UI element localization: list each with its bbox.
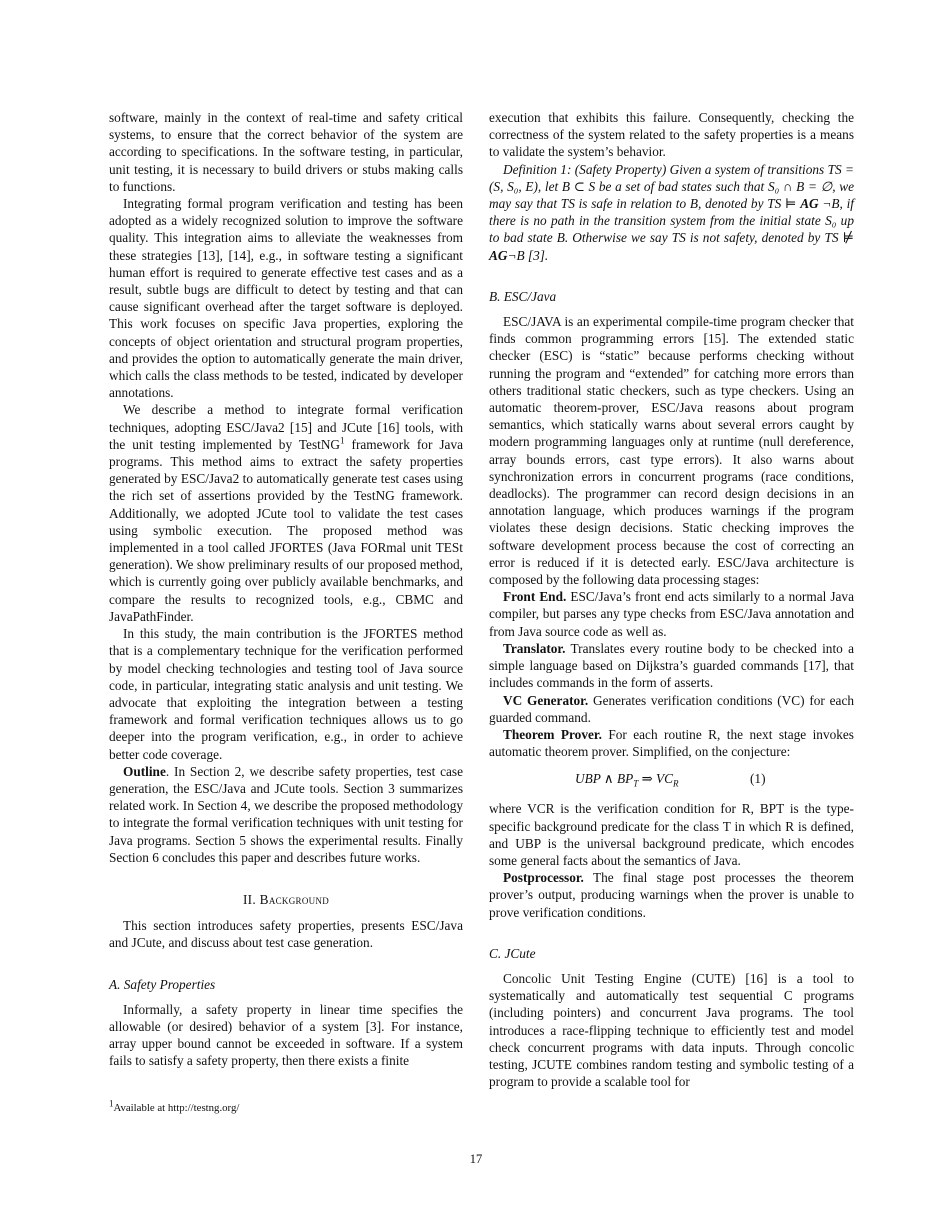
subsection-heading: C. JCute	[489, 945, 536, 961]
paragraph	[109, 401, 463, 625]
paragraph	[109, 763, 463, 866]
paragraph: Informally, a safety property in linear time specifies the allowable (or desired) behavior of a system [3]. For instance, array upper bound cannot be exceeded in software. If a system fails to satisfy a safety property, then there exists a finite	[109, 1001, 463, 1069]
paragraph: Integrating formal program verification and testing has been adopted as a widely recognized solution to improve the software quality. This integration aims to alleviate the weaknesses from these strategies [13], [14], e.g., in software testing a significant human effort is required to generate effective test cases and as a result, subtle bugs are difficult to detect by testing and that can cause significant overhead after the target software is deployed. This work focuses on specific Java properties, exploring the concepts of object orientation and structural program properties, and provides the option to automatically generate the main driver, which calls the class methods to be tested, indicated by developer annotations.	[109, 196, 463, 401]
text: . In Section 2, we describe safety properties, test case generation, the ESC/Java and JCute tools. Section 3 summarizes related work. In Section 4, we describe the proposed methodology to integrate the formal verification techniques with unit testing for Java programs. Section 5 shows the experimental results. Finally Section 6 concludes this paper and describes future works.	[109, 763, 463, 865]
subsection-heading: B. ESC/Java	[489, 288, 557, 304]
term: Translator.	[503, 640, 566, 656]
equation-number: (1)	[750, 771, 766, 787]
paragraph: Theorem Prover. For each routine R, the next stage invokes automatic theorem prover. Simplified, on the conjecture:	[489, 726, 854, 760]
footnote-text: Available at http://testng.org/	[113, 1102, 240, 1114]
equation-body: UBP ∧ $BP_T$ ⇒ $VC_R$	[575, 771, 679, 789]
subsection-heading: A. Safety Properties	[109, 976, 216, 992]
left-column	[109, 109, 463, 1070]
term: Postprocessor.	[503, 870, 584, 886]
right-column	[489, 109, 854, 1090]
paragraph: where VCR is the verification condition for R, BPT is the type-specific background predicate for the class T in which R is defined, and UBP is the universal background predicate, which encodes some general facts about the semantics of Java.	[489, 801, 854, 868]
page-number: 17	[469, 1152, 483, 1166]
text: We describe a method to integrate formal verification techniques, adopting ESC/Java2 [15] and JCute [16] tools, with the unit testing implemented by TestNG	[109, 402, 463, 452]
paragraph: ESC/JAVA is an experimental compile-time program checker that finds common programming errors [15]. The extended static checker (ESC) is “static” because performs checking without running the program and “extended” for catching more errors than others traditional static checkers, such as type checkers. Using an automatic theorem-prover, ESC/Java reasons about program semantics, which statically warns about several errors caught by modern programming languages only at runtime (null dereference, array bounds errors, cast type errors). It also warns about synchronization errors in concurrent programs (race conditions, deadlocks). The programmer can record design decisions in an annotation language, which produces warnings if the program violates these design decisions. Static checking improves the software development process because the cost of correcting an error is reduced if it is detected early. ESC/Java architecture is composed by the following data processing stages:	[489, 314, 854, 588]
paragraph: software, mainly in the context of real-time and safety critical systems, to ensure that the correct behavior of the system are according to specifications. In the software testing, in particular, unit testing, it is necessary to build drivers or stubs making calls to functions.	[109, 110, 463, 194]
paragraph: Front End. ESC/Java’s front end acts similarly to a normal Java compiler, but parses any type checks from ESC/Java annotation and from Java source code as well as.	[489, 589, 854, 639]
footnote-mark: 1	[109, 1098, 114, 1109]
section-heading: II. Background	[242, 891, 330, 907]
term: VC Generator.	[503, 692, 589, 708]
paragraph: Translator. Translates every routine body to be checked into a simple language based on Dijkstra’s guarded commands [17], that includes commands in the form of asserts.	[489, 640, 854, 691]
text: framework for Java programs. This method aims to extract the safety properties generated by ESC/Java2 to automatically generate test cases using the rich set of assertions provided by the TestNG framework. Additionally, we adopted JCute tool to validate the test cases using symbolic execution. The proposed method was implemented in a tool called JFORTES (Java FORmal unit TESt generation). We show preliminary results of our proposed method, which is currently going over publicly available benchmarks, and compare the results to recognized tools, e.g., CBMC and JavaPathFinder.	[109, 436, 464, 624]
paragraph: This section introduces safety properties, presents ESC/Java and JCute, and discuss about test case generation.	[109, 918, 463, 951]
paragraph: Concolic Unit Testing Engine (CUTE) [16] is a tool to systematically and automatically test sequential C programs (including pointers) and concurrent Java programs. The tool introduces a race-flipping technique to efficiently test and model check concurrent programs with data inputs. Through concolic testing, JCUTE combines random testing and symbolic testing of a program to provide a scalable tool for	[489, 970, 854, 1090]
paragraph: VC Generator. Generates verification conditions (VC) for each guarded command.	[489, 692, 854, 725]
paragraph: In this study, the main contribution is the JFORTES method that is a complementary technique for the verification performed by model checking technologies and testing tool of Java source code, in particular, integrating static analysis and unit testing. We advocate that exploiting the integration between a testing framework and formal verification techniques allows us to go deeper into the program verification, e.g., in order to achieve better code coverage.	[109, 626, 463, 762]
footnote	[109, 1100, 239, 1117]
equation	[489, 770, 854, 790]
paragraph: execution that exhibits this failure. Consequently, checking the correctness of the system related to the safety properties is a means to validate the system’s behavior.	[489, 110, 854, 160]
paragraph: Postprocessor. The final stage post processes the theorem prover’s output, producing warnings when the prover is unable to prove verification conditions.	[489, 870, 854, 920]
term: Front End.	[503, 589, 567, 605]
term: Theorem Prover.	[503, 726, 602, 742]
definition: Definition 1: (Safety Property) Given a system of transitions TS = (S, S₀, E), let B ⊂ S be a set of bad states such that S₀ ∩ B = ∅, we may say that TS is safe in relation to B, denoted by TS ⊨ AG ¬B, if there is no path in the transition system from the initial state S₀ up to bad state B. Otherwise we say TS is not safety, denoted by TS ⊭ AG¬B [3].	[489, 161, 855, 263]
footnote-mark: 1	[340, 435, 345, 446]
outline-label: Outline	[123, 763, 166, 779]
